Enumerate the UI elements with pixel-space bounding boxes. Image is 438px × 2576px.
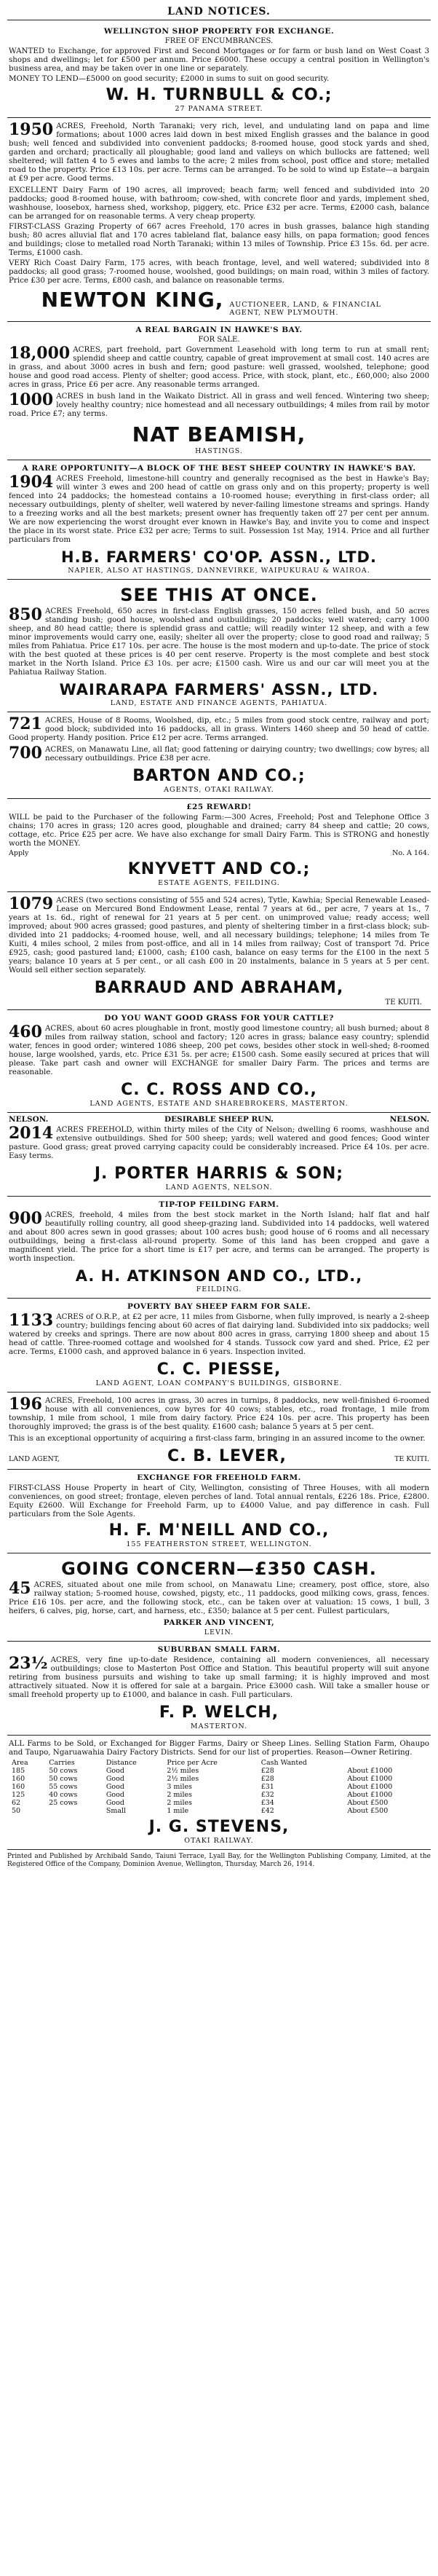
firm-location: TE KUITI. — [394, 1455, 429, 1463]
table-cell: About £500 — [347, 1807, 389, 1815]
ad-body — [9, 1024, 429, 1076]
ad-heading: £25 REWARD! — [186, 803, 252, 811]
ad-text: ACRES, about 60 acres ploughable in front, mostly good limestone country; all bush burned; about 8 miles from railway station, school and factory; 120 acres in grass; balance easy country; splendid water, fences in good order; wintered 1086 sheep, 200 pet cows, besides other stock in well-shed; 8-roomed house, large woolshed, yards, etc. Price £31 5s. per acre; £1500 cash. Some easily secured at prices that will please. Take part cash and owner will EXCHANGE for smaller Dairy Farm. The prices and terms are reasonable. — [9, 1024, 429, 1076]
firm-name: W. H. TURNBULL & CO.; — [105, 86, 333, 104]
ad-heading: WELLINGTON SHOP PROPERTY FOR EXCHANGE. — [103, 27, 335, 36]
ad-body — [9, 607, 429, 677]
table-cell: About £1000 — [347, 1783, 393, 1791]
ad-heading: A REAL BARGAIN IN HAWKE'S BAY. — [135, 326, 303, 334]
acreage-lead: 900 — [9, 1209, 42, 1228]
table-cell: About £1000 — [347, 1791, 393, 1799]
firm-address: LAND, ESTATE AND FINANCE AGENTS, PAHIATUA. — [110, 699, 328, 707]
table-header-cell: Carries — [49, 1759, 75, 1767]
table-header-cell: Cash Wanted — [260, 1759, 307, 1767]
acreage-lead: 2014 — [9, 1124, 54, 1143]
ad-stevens — [7, 1736, 431, 1850]
table-cell: £31 — [260, 1783, 274, 1791]
ad-heading: EXCHANGE FOR FREEHOLD FARM. — [137, 1473, 301, 1482]
ad-atkinson — [7, 1197, 431, 1299]
acreage-lead: 196 — [9, 1395, 42, 1414]
ad-text: ACRES (two sections consisting of 555 and 524 acres), Tytle, Kawhia; Special Renewable Leased-Lease on Mercured Bond Endowment Lease, rental 7 years at 6d., per acre, 7 years at 1s., 7 years at 1s. 6d., right of renewal for 21 years at 5 per cent. on unimproved value; ready access; well improved; about 900 acres grassed; good pastures, and plenty of sheltering timber in a first-class block; sub-divided into 21 paddocks; 4-roomed house, well, and all necessary buildings; telephone; 14 miles from Te Kuiti, 4 miles school, 2 miles from post-office, and all in 14 miles from railway; Cost of transport 7d. Price £925, cash; good pastured land; £1000, cash; £100 cash, balance on easy terms for the £100 in the next 5 years; balance 10 years at 5 per cent., or all cash £00 in 20 instalments, balance in 5 years at 5 per cent. Would sell either section separately. — [9, 896, 429, 974]
ad-body — [9, 896, 429, 974]
firm-address: ESTATE AGENTS, FEILDING. — [158, 879, 280, 887]
ad-heading: DO YOU WANT GOOD GRASS FOR YOUR CATTLE? — [104, 1014, 334, 1023]
table-cell: Good — [105, 1767, 124, 1775]
ad-barraud — [7, 892, 431, 1010]
table-cell: 160 — [12, 1775, 25, 1783]
table-cell: 2½ miles — [167, 1775, 199, 1783]
ad-body — [9, 474, 429, 544]
table-cell: Good — [105, 1783, 124, 1791]
ad-text: ACRES, very fine up-to-date Residence, containing all modern conveniences, all necessary outbuildings; close to Masterton Post Office and Station. This beautiful property will suit anyone retiring from business pursuits and wishing to take up small farming; it is highly improved and most attractively situated. Now it is offered for sale at a bargain. Price £3000 cash. Will take a smaller house or small freehold property up to £1000, and balance in cash. Full particulars. — [9, 1655, 429, 1699]
firm-address: LEVIN. — [204, 1628, 234, 1636]
firm-name: C. B. LEVER, — [167, 1447, 287, 1465]
ad-body: EXCELLENT Dairy Farm of 190 acres, all improved; beach farm; well fenced and subdivided into 20 paddocks; good 8-roomed house, with bathroom; cow-shed, with concrete floor and yards, implement shed, washhouse, loosebox, harness shed, workshop, piggery, etc. Price £32 per acre. Terms, £2000 cash, balance can be arranged for on reasonable terms. A very cheap property. — [9, 186, 429, 221]
firm-name: WAIRARAPA FARMERS' ASSN., LTD. — [59, 681, 379, 698]
ad-body: FIRST-CLASS House Property in heart of City, Wellington, consisting of Three Houses, with all modern conveniences, on good street; frontage, eleven perches of land. Total annual rentals, £226 18s. Price, £2800. Equity £2600. Will Exchange for Freehold Farm, up to £4000 Value, and pay difference in cash. Full particulars from the Sole Agents. — [9, 1484, 429, 1519]
firm-name: J. G. STEVENS, — [148, 1818, 290, 1836]
ad-body — [9, 1210, 429, 1263]
table-row — [9, 1767, 429, 1775]
ad-text: ACRES, Freehold, 100 acres in grass, 30 acres in turnips, 8 paddocks, new well-finished 6-roomed house with all conveniences, cow byres for 40 cows; stables, etc., road frontage, 1 mile from township, 1 mile from school, 1 mile from dairy factory. Price £24 10s. per acre. This property has been thoroughly improved; the grass is of the best quality. £1600 cash; balance 5 years at 5 per cent. — [9, 1396, 429, 1431]
ad-body — [9, 392, 429, 418]
table-cell: 3 miles — [167, 1783, 193, 1791]
ad-wairarapa — [7, 580, 431, 712]
ad-ross — [7, 1010, 431, 1113]
firm-address: FEILDING. — [196, 1285, 242, 1293]
table-cell: 185 — [12, 1767, 25, 1775]
ad-mcneill — [7, 1470, 431, 1553]
table-cell: £42 — [260, 1807, 274, 1815]
ad-heading: SUBURBAN SMALL FARM. — [157, 1645, 281, 1654]
ad-body — [9, 1655, 429, 1699]
ad-knyvett — [7, 799, 431, 892]
table-cell: 125 — [12, 1791, 25, 1799]
ad-text: ACRES, on Manawatu Line, all flat; good fattening or dairying country; two dwellings; cow byres; all necessary outbuildings. Price £38 per acre. — [44, 745, 429, 763]
firm-name: BARRAUD AND ABRAHAM, — [94, 979, 344, 997]
firm-name: BARTON AND CO.; — [132, 767, 306, 785]
firm-name: H. F. M'NEILL AND CO., — [108, 1521, 330, 1540]
ad-body: FIRST-CLASS Grazing Property of 667 acres Freehold, 170 acres in bush grasses, balance high standing bush; 80 acres alluvial flat and 170 acres tableland flat, balance easy hills, on papa formation; good fences and buildings; close to metalled road North Taranaki; within 13 miles of Township. Price £3 15s. 6d. per acre. Terms, £1000 cash. — [9, 222, 429, 257]
table-cell: £28 — [260, 1767, 274, 1775]
table-cell: 25 cows — [49, 1799, 78, 1807]
farm-listing-table — [9, 1759, 429, 1815]
firm-name: F. P. WELCH, — [159, 1703, 279, 1722]
ad-hb-farmers — [7, 460, 431, 580]
ad-piesse — [7, 1299, 431, 1393]
firm-address: AGENTS, OTAKI RAILWAY. — [164, 786, 274, 794]
table-row — [9, 1783, 429, 1791]
table-header-cell: Price per Acre — [167, 1759, 218, 1767]
ad-heading: GOING CONCERN—£350 CASH. — [61, 1559, 377, 1579]
ad-wellington-shop — [7, 23, 431, 118]
location-left: NELSON. — [9, 1115, 49, 1124]
ad-text: ACRES Freehold, limestone-hill country and generally recognised as the best in Hawke's Bay; will winter 3 ewes and 200 head of cattle on grass only and on this property; property is well fenced into 24 paddocks; the homestead contains a 10-roomed house; everything in first-class order; all necessary outbuildings, plenty of shelter, well watered by never-failing limestone streams and springs. Handy to a freezing works and all the best markets; present owner has frequently taken off 27 per cent per annum. We are now experiencing the worst drought ever known in Hawke's Bay, and invite you to come and inspect the place in its worst state. Price £32 per acre; Terms to suit. Possession 1st May, 1914. Price and all further particulars from — [9, 474, 429, 544]
ad-body — [9, 1312, 429, 1356]
ad-text: ACRES, House of 8 Rooms, Woolshed, dip, etc.; 5 miles from good stock centre, railway and port; good block; subdivided into 16 paddocks, all in grass. Winters 1460 sheep and 50 head of cattle. Good property. Handy position. Price £12 per acre. Terms arranged. — [9, 716, 429, 742]
ad-body — [9, 1580, 429, 1615]
firm-name: J. PORTER HARRIS & SON; — [94, 1165, 344, 1183]
heading-row — [9, 1115, 429, 1124]
firm-address: MASTERTON. — [190, 1722, 248, 1730]
ad-heading: SEE THIS AT ONCE. — [120, 585, 318, 605]
firm-name: H.B. FARMERS' CO'OP. ASSN., LTD. — [61, 548, 377, 566]
ad-body: WILL be paid to the Purchaser of the following Farm:—300 Acres, Freehold; Post and Telephone Office 3 chains; 170 acres in grass; 120 acres good, ploughable and drained; carry 84 sheep and cattle; 20 cows, cottage, etc. Price £25 per acre. We have also exchange for small Dairy Farm. This is STRONG and honestly worth the MONEY. — [9, 813, 429, 848]
acreage-lead: 850 — [9, 605, 42, 624]
ad-welch — [7, 1642, 431, 1736]
ad-subheading: FOR SALE. — [198, 336, 240, 344]
table-cell: About £1000 — [347, 1775, 393, 1783]
firm-line — [9, 286, 429, 318]
acreage-lead: 1133 — [9, 1311, 54, 1330]
ad-heading: DESIRABLE SHEEP RUN. — [164, 1115, 274, 1124]
table-cell — [46, 1807, 103, 1815]
printer-imprint: Printed and Published by Archibald Sando, Taiuni Terrace, Lyall Bay, for the Wellington Publishing Company, Limited, at the Registered Office of the Company, Dominion Avenue, Wellington, Thursday, March 26, 1914. — [7, 1853, 431, 1868]
firm-address: TE KUITI. — [385, 999, 422, 1007]
ad-reference: No. A 164. — [392, 849, 429, 857]
ad-text: ACRES Freehold, 650 acres in first-class English grasses, 150 acres felled bush, and 50 acres standing bush; good house, woolshed and outbuildings; 20 paddocks; well watered; carry 1000 sheep, and 80 head cattle; there is splendid grass and cattle; will readily winter 12 sheep, and with a few minor improvements would carry one, easily; shelter all over the property; close to good road and railway; 5 miles from Pahiatua. Price £17 10s. per acre. The house is the most modern and up-to-date. The price of stock with the best quoted at these prices is 40 per cent reserve. Property is the most complete and best stock market in the North Island. Price £3 10s. per acre; £1500 cash. Wire us and our car will meet you at the Pahiatua Railway Station. — [9, 607, 429, 677]
table-row — [9, 1807, 429, 1815]
table-cell: 50 cows — [49, 1767, 78, 1775]
masthead: LAND NOTICES. — [7, 6, 431, 20]
ad-body — [9, 716, 429, 742]
firm-address: 155 FEATHERSTON STREET, WELLINGTON. — [126, 1540, 312, 1548]
ad-newton-king — [7, 118, 431, 322]
ad-body — [9, 1125, 429, 1160]
ad-body — [9, 122, 429, 183]
ad-heading: TIP-TOP FEILDING FARM. — [159, 1200, 279, 1209]
table-header-cell: Distance — [105, 1759, 137, 1767]
table-cell: 1 mile — [167, 1807, 189, 1815]
table-row — [9, 1775, 429, 1783]
ad-body: This is an exceptional opportunity of acquiring a first-class farm, bringing in an assured income to the owner. — [9, 1434, 426, 1443]
acreage-lead: 18,000 — [9, 344, 71, 363]
table-header-row — [9, 1759, 429, 1767]
acreage-lead: 1079 — [9, 894, 54, 913]
firm-address: NAPIER, ALSO AT HASTINGS, DANNEVIRKE, WAIPUKURAU & WAIROA. — [68, 567, 370, 575]
table-cell: 2 miles — [167, 1799, 193, 1807]
firm-name: PARKER AND VINCENT, — [163, 1618, 275, 1627]
table-row — [9, 1791, 429, 1799]
location-right: NELSON. — [389, 1115, 429, 1124]
table-cell: £34 — [260, 1799, 274, 1807]
ad-text: ACRES in bush land in the Waikato District. All in grass and well fenced. Wintering two sheep; lovely healthy country; nice homestead and all necessary outbuildings; 4 miles from rail by motor road. Price £7; any terms. — [9, 392, 429, 418]
ad-text: ACRES FREEHOLD, within thirty miles of the City of Nelson; dwelling 6 rooms, washhouse and extensive outbuildings. Shed for 500 sheep; yards; well watered and good fences; Good winter pasture. Good grass; great proved carrying capacity could be considerably increased. Price £4 10s. per acre. Easy terms. — [9, 1125, 429, 1160]
acreage-lead: 45 — [9, 1579, 31, 1598]
firm-address: AUCTIONEER, LAND, & FINANCIAL AGENT, NEW PLYMOUTH. — [229, 301, 382, 317]
table-cell: About £500 — [347, 1799, 389, 1807]
firm-address: LAND AGENT, LOAN COMPANY'S BUILDINGS, GISBORNE. — [95, 1379, 343, 1387]
firm-role: LAND AGENT, — [9, 1455, 60, 1463]
table-cell: 2 miles — [167, 1791, 193, 1799]
acreage-lead: 23½ — [9, 1654, 48, 1673]
ad-body — [9, 745, 429, 763]
table-cell: Good — [105, 1775, 124, 1783]
ad-barton — [7, 712, 431, 799]
table-cell: 55 cows — [49, 1783, 78, 1791]
acreage-lead: 1000 — [9, 390, 54, 409]
table-cell: 50 cows — [49, 1775, 78, 1783]
table-cell: About £1000 — [347, 1767, 393, 1775]
table-cell: Small — [105, 1807, 127, 1815]
ad-text: ACRES, freehold, 4 miles from the best stock market in the North Island; half flat and half beautifully rolling country, all good sheep-grazing land. Subdivided into 14 paddocks, well watered and about 800 acres sewn in good grasses; about 100 acres bush; good house of 6 rooms and all necessary outbuildings, being a first-class all-round property. Some of this land has been cropped and gave a magnificent yield. The price for a short time is £17 per acre, and terms can be arranged. The property is worth inspection. — [9, 1210, 429, 1263]
firm-address: LAND AGENTS, NELSON. — [165, 1183, 273, 1192]
table-cell: 62 — [12, 1799, 21, 1807]
table-cell: 2½ miles — [167, 1767, 199, 1775]
ad-body — [9, 345, 429, 389]
ad-body: VERY Rich Coast Dairy Farm, 175 acres, with beach frontage, level, and well watered; subdivided into 8 paddocks; all good grass; 7-roomed house, woolshed, good buildings; on main road, within 3 miles of factory. Price £30 per acre. Terms, £800 cash, and balance on reasonable terms. — [9, 259, 429, 285]
ad-text: ACRES, Freehold, North Taranaki; very rich, level, and undulating land on papa and lime formations; about 1000 acres laid down in best mixed English grasses and the balance in good bush; well fenced and subdivided into convenient paddocks; 8-roomed house, good stock yards and shed, garden and orchard; practically all ploughable; good land and valleys on which bullocks are fattened; well sheltered; will fatten 4 to 5 ewes and lambs to the acre; 2 miles from school, post office and store; metalled road to the property. Price £13 10s. per acre. Terms can be arranged. To be sold to wind up Estate—a bargain at £9 per acre. Good terms. — [9, 122, 429, 183]
ad-body: ALL Farms to be Sold, or Exchanged for Bigger Farms, Dairy or Sheep Lines. Selling Station Farm, Ohaupo and Taupo, Ngaruawahia Dairy Factory Districts. Send for our list of properties. Reason—Owner Retiring. — [9, 1739, 429, 1757]
ad-body — [9, 1396, 429, 1431]
ad-nat-beamish — [7, 322, 431, 460]
firm-address: HASTINGS. — [195, 447, 243, 455]
acreage-lead: 1904 — [9, 473, 54, 492]
ad-parker-vincent — [7, 1553, 431, 1642]
acreage-lead: 460 — [9, 1023, 42, 1041]
firm-name: C. C. ROSS AND CO., — [121, 1081, 317, 1099]
table-cell: £32 — [260, 1791, 274, 1799]
ad-text: ACRES of O.R.P., at £2 per acre, 11 miles from Gisborne, when fully improved, is nearly a 2-sheep country; buildings fencing about 60 acres of flat dairying land. Subdivided into six paddocks; well watered by creeks and springs. There are now about 800 acres in grass, carrying 1800 sheep and about 15 head of cattle. Three-roomed cottage and woolshed for 4 stands. Tussock cow yard and shed. Price, £2 per acre. Terms, £1000 cash, and approved balance in 6 years. Inspection invited. — [9, 1312, 429, 1356]
apply-label: Apply — [9, 849, 29, 857]
firm-line — [9, 1444, 429, 1466]
ad-text: ACRES, situated about one mile from school, on Manawatu Line; creamery, post office, store, also railway station; 5-roomed house, cowshed, pigsty, etc., 11 paddocks, good milking cows, grass, fences. Price £16 10s. per acre, and the following stock, etc., can be taken over at valuation: 15 cows, 1 bull, 3 heifers, 6 calves, pig, horse, cart, and harness, etc., £350; balance at 5 per cent. Fullest particulars, — [9, 1580, 429, 1615]
ad-subheading: FREE OF ENCUMBRANCES. — [164, 37, 274, 45]
acreage-lead: 721 — [9, 714, 42, 733]
land-notices-page — [7, 6, 431, 1869]
firm-name: NAT BEAMISH, — [132, 422, 306, 446]
table-row — [9, 1799, 429, 1807]
table-cell: 40 cows — [49, 1791, 78, 1799]
table-header-cell: Area — [12, 1759, 28, 1767]
ad-porter-harris — [7, 1113, 431, 1197]
table-cell: Good — [105, 1799, 124, 1807]
firm-address: LAND AGENTS, ESTATE AND SHAREBROKERS, MASTERTON. — [89, 1100, 349, 1108]
table-cell: £28 — [260, 1775, 274, 1783]
firm-address: OTAKI RAILWAY. — [184, 1837, 254, 1845]
firm-name: C. C. PIESSE, — [156, 1360, 282, 1379]
ad-heading: A RARE OPPORTUNITY—A BLOCK OF THE BEST SHEEP COUNTRY IN HAWKE'S BAY. — [22, 464, 416, 473]
firm-name: NEWTON KING, — [41, 288, 224, 312]
ad-body: WANTED to Exchange, for approved First and Second Mortgages or for farm or bush land on West Coast 3 shops and dwellings; let for £500 per annum. Price £6000. These occupy a central position in Wellington's business area, and may be taken over in one line or separately. — [9, 47, 429, 73]
apply-row — [9, 849, 429, 857]
table-cell: Good — [105, 1791, 124, 1799]
firm-address: 27 PANAMA STREET. — [175, 105, 263, 113]
ad-heading: POVERTY BAY SHEEP FARM FOR SALE. — [127, 1302, 311, 1311]
ad-body: MONEY TO LEND—£5000 on good security; £2000 in sums to suit on good security. — [9, 74, 330, 83]
ad-text: ACRES, part freehold, part Government Leasehold with long term to run at small rent; splendid sheep and cattle country, capable of great improvement at small cost. 140 acres are in grass, and about 3000 acres in bush and fern; good pasture: well grassed, woolshed, telephone; good house and good road access. Plenty of shelter; good access. Price, with stock, plant, etc., £60,000; also 2000 acres in grass, Price £6 per acre. Any reasonable terms arranged. — [9, 345, 429, 389]
table-cell: 160 — [12, 1783, 25, 1791]
table-cell: 50 — [12, 1807, 21, 1815]
firm-name: A. H. ATKINSON AND CO., LTD., — [75, 1267, 363, 1285]
firm-name: KNYVETT AND CO.; — [127, 860, 311, 878]
ad-lever — [7, 1393, 431, 1470]
acreage-lead: 1950 — [9, 120, 54, 139]
acreage-lead: 700 — [9, 744, 42, 763]
